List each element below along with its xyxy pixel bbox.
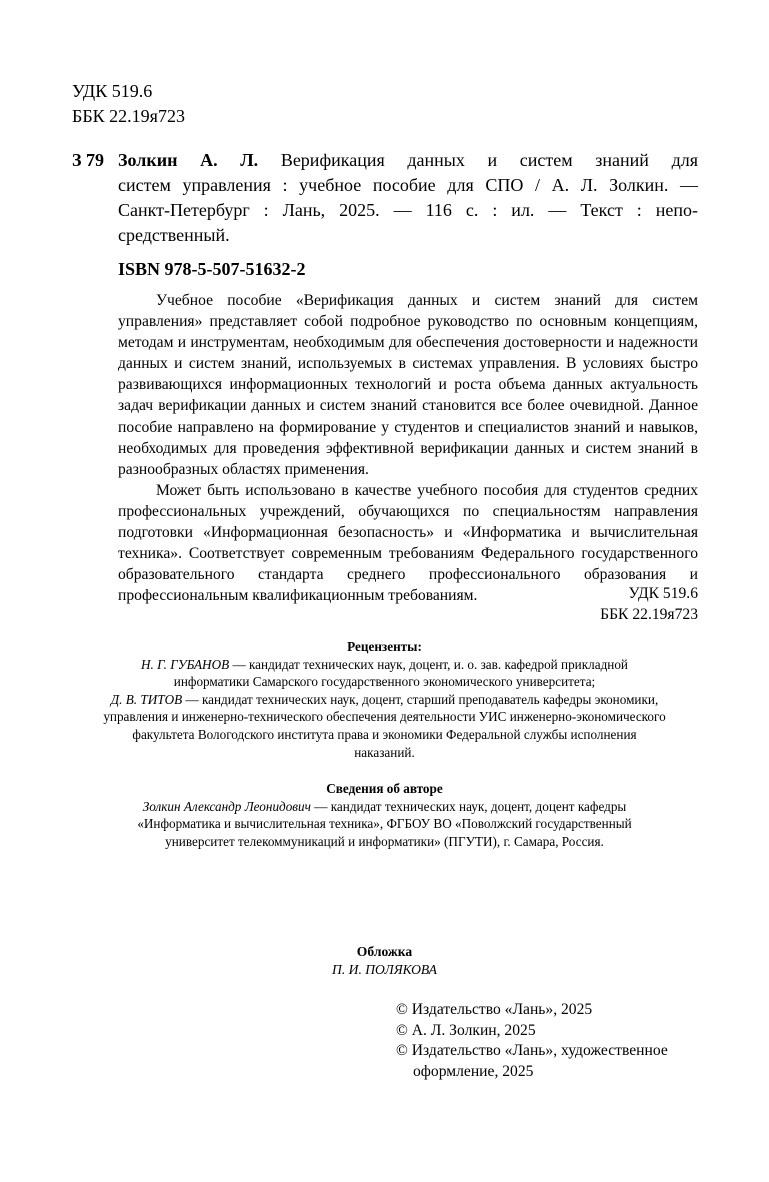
bib-title-text: Верификация данных и систем знаний для — [258, 150, 698, 170]
author-info-line-3: университет телекоммуникаций и информатики» (ПГУТИ), г. Самара, Россия. — [165, 833, 604, 849]
author-full-name: Золкин Александр Леонидович — [142, 798, 311, 814]
author-info-block — [60, 780, 709, 850]
reviewer-2-line-4: наказаний. — [354, 744, 415, 760]
cover-designer: П. И. ПОЛЯКОВА — [332, 962, 437, 977]
author-mark: З 79 — [72, 150, 105, 170]
cover-credit — [60, 943, 709, 979]
reviewer-1-line-2: информатики Самарского государственного экономического университета; — [173, 674, 596, 690]
abstract-classification — [600, 583, 698, 625]
author-info-text: — кандидат технических наук, доцент, доцент кафедры — [310, 798, 627, 814]
reviewer-2-line-3: факультета Вологодского института права и экономики Федеральной службы исполнения — [132, 726, 637, 742]
author-name: Золкин А. Л. — [118, 150, 259, 170]
copyright-block — [396, 1000, 668, 1082]
reviewers-block — [60, 638, 709, 761]
reviewer-1-name: Н. Г. ГУБАНОВ — [140, 656, 230, 672]
bib-line-3: Санкт-Петербург : Лань, 2025. — 116 с. : ил. — Текст : непо- — [118, 200, 698, 220]
abstract-bbk: ББК 22.19я723 — [600, 606, 698, 623]
bib-line-2: систем управления : учебное пособие для СПО / А. Л. Золкин. — — [118, 175, 698, 195]
author-info-line-1 — [60, 798, 709, 816]
bib-line-4: средственный. — [118, 225, 230, 245]
copyright-line-4: оформление, 2025 — [413, 1062, 534, 1080]
abstract-paragraph-1: Учебное пособие «Верификация данных и систем знаний для систем управления» представляет собой подробное руководство по основным концепциям, методам и инструментам, необходимым для обеспечения достоверности и надежности данных и систем знаний, используемых в системах управления. В условиях быстро развивающихся информационных технологий и роста объема данных актуальность задач верификации данных и систем знаний становится все более очевидной. Данное пособие направлено на формирование у студентов и специалистов знаний и навыков, необходимых для проведения эффективной верификации данных и систем знаний в разнообразных областях применения. — [118, 292, 698, 478]
cover-heading: Обложка — [356, 944, 413, 959]
isbn: ISBN 978-5-507-51632-2 — [118, 259, 306, 279]
author-info-heading: Сведения об авторе — [326, 781, 443, 796]
bib-line-1 — [118, 148, 698, 173]
abstract-udk: УДК 519.6 — [628, 585, 698, 602]
reviewer-2-text: — кандидат технических наук, доцент, старший преподаватель кафедры экономики, — [182, 691, 659, 707]
copyright-line-1: © Издательство «Лань», 2025 — [396, 1001, 593, 1018]
reviewer-1-line-1 — [60, 656, 709, 674]
reviewer-2-line-2: управления и инженерно-технического обеспечения деятельности УИС инженерно-экономического — [103, 709, 666, 725]
top-udk: УДК 519.6 — [72, 81, 153, 101]
reviewer-1-text: — кандидат технических наук, доцент, и. о. зав. кафедрой прикладной — [229, 656, 628, 672]
copyright-line-2: © А. Л. Золкин, 2025 — [396, 1021, 536, 1039]
reviewers-heading: Рецензенты: — [347, 639, 422, 654]
reviewer-2-name: Д. В. ТИТОВ — [110, 691, 183, 707]
bibliographic-description — [118, 148, 698, 248]
author-info-line-2: «Информатика и вычислительная техника», ФГБОУ ВО «Поволжский государственный — [137, 816, 632, 832]
top-bbk: ББК 22.19я723 — [72, 106, 185, 126]
abstract — [118, 290, 698, 606]
copyright-line-3: © Издательство «Лань», художественное — [396, 1042, 668, 1059]
abstract-paragraph-2: Может быть использовано в качестве учебного пособия для студентов средних профессиональных учреждений, обучающихся по специальностям направления подготовки «Информационная безопасность» и «Информатика и вычислительная техника». Соответствует современным требованиям Федерального государственного образовательного стандарта среднего профессионального образования и профессиональным квалификационным требованиям. — [118, 481, 698, 605]
reviewer-2-line-1 — [60, 691, 709, 709]
